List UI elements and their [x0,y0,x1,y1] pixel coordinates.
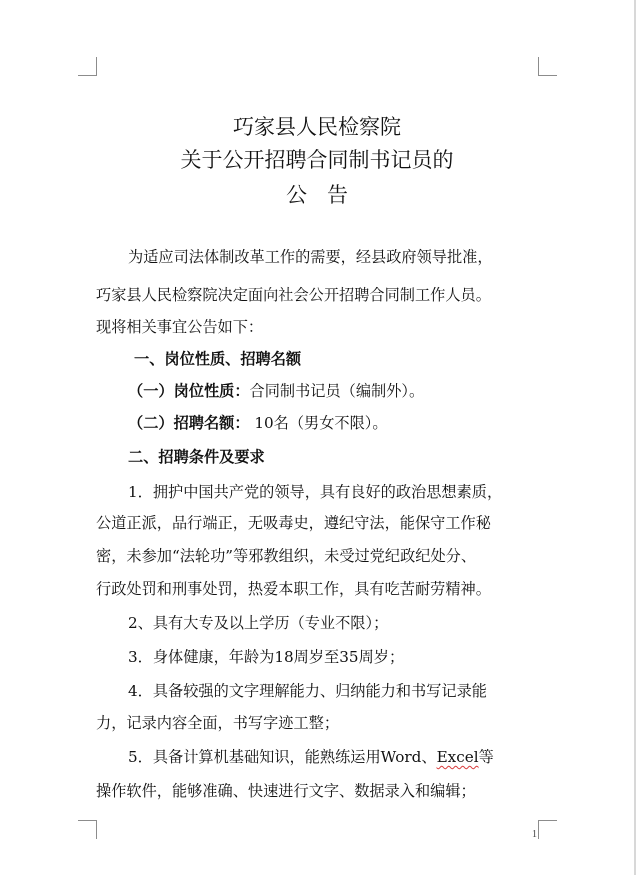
margin-corner-bottom-left [78,820,97,839]
condition-1-line-2: 公道正派，品行端正，无吸毒史，遵纪守法，能保守工作秘 [96,514,491,532]
condition-4-line-1: 4．具备较强的文字理解能力、归纳能力和书写记录能 [128,682,487,700]
margin-corner-bottom-right [538,820,557,839]
page-number: 1 [532,829,537,840]
condition-3: 3．身体健康，年龄为18周岁至35周岁； [128,648,405,666]
margin-corner-top-left [78,57,97,76]
condition-5-text: 5．具备计算机基础知识，能熟练运用Word、 [128,748,437,766]
title-organization: 巧家县人民检察院 [233,115,401,139]
condition-4-line-2: 力，记录内容全面，书写字迹工整； [96,714,339,732]
condition-1-line-3: 密，未参加“法轮功”等邪教组织，未受过党纪政纪处分、 [96,547,477,565]
title-subject: 关于公开招聘合同制书记员的 [180,148,454,172]
intro-line-3: 现将相关事宜公告如下： [96,318,264,336]
title-notice: 公告 [286,183,368,207]
section-2-heading: 二、招聘条件及要求 [128,448,265,466]
quota-value: 10名（男女不限）。 [249,414,388,432]
condition-2: 2、具有大专及以上学历（专业不限）； [128,614,389,632]
quota-label: （二）招聘名额： [128,414,250,432]
section-1-heading: 一、岗位性质、招聘名额 [134,350,302,368]
condition-5-line-1 [128,746,572,768]
condition-5-line-2: 操作软件，能够准确、快速进行文字、数据录入和编辑； [96,782,476,800]
quota-row [128,412,572,434]
condition-1-line-1: 1．拥护中国共产党的领导，具有良好的政治思想素质， [128,483,503,501]
position-nature-row [128,380,572,402]
intro-line-2: 巧家县人民检察院决定面向社会公开招聘合同制工作人员。 [96,286,491,304]
margin-corner-top-right [538,57,557,76]
condition-5-suffix: 等 [478,748,494,766]
position-nature-label: （一）岗位性质： [128,382,250,400]
condition-1-line-4: 行政处罚和刑事处罚，热爱本职工作，具有吃苦耐劳精神。 [96,580,491,598]
excel-word: Excel [436,748,479,766]
intro-line-1: 为适应司法体制改革工作的需要，经县政府领导批准， [128,248,493,266]
position-nature-value: 合同制书记员（编制外）。 [249,382,425,400]
